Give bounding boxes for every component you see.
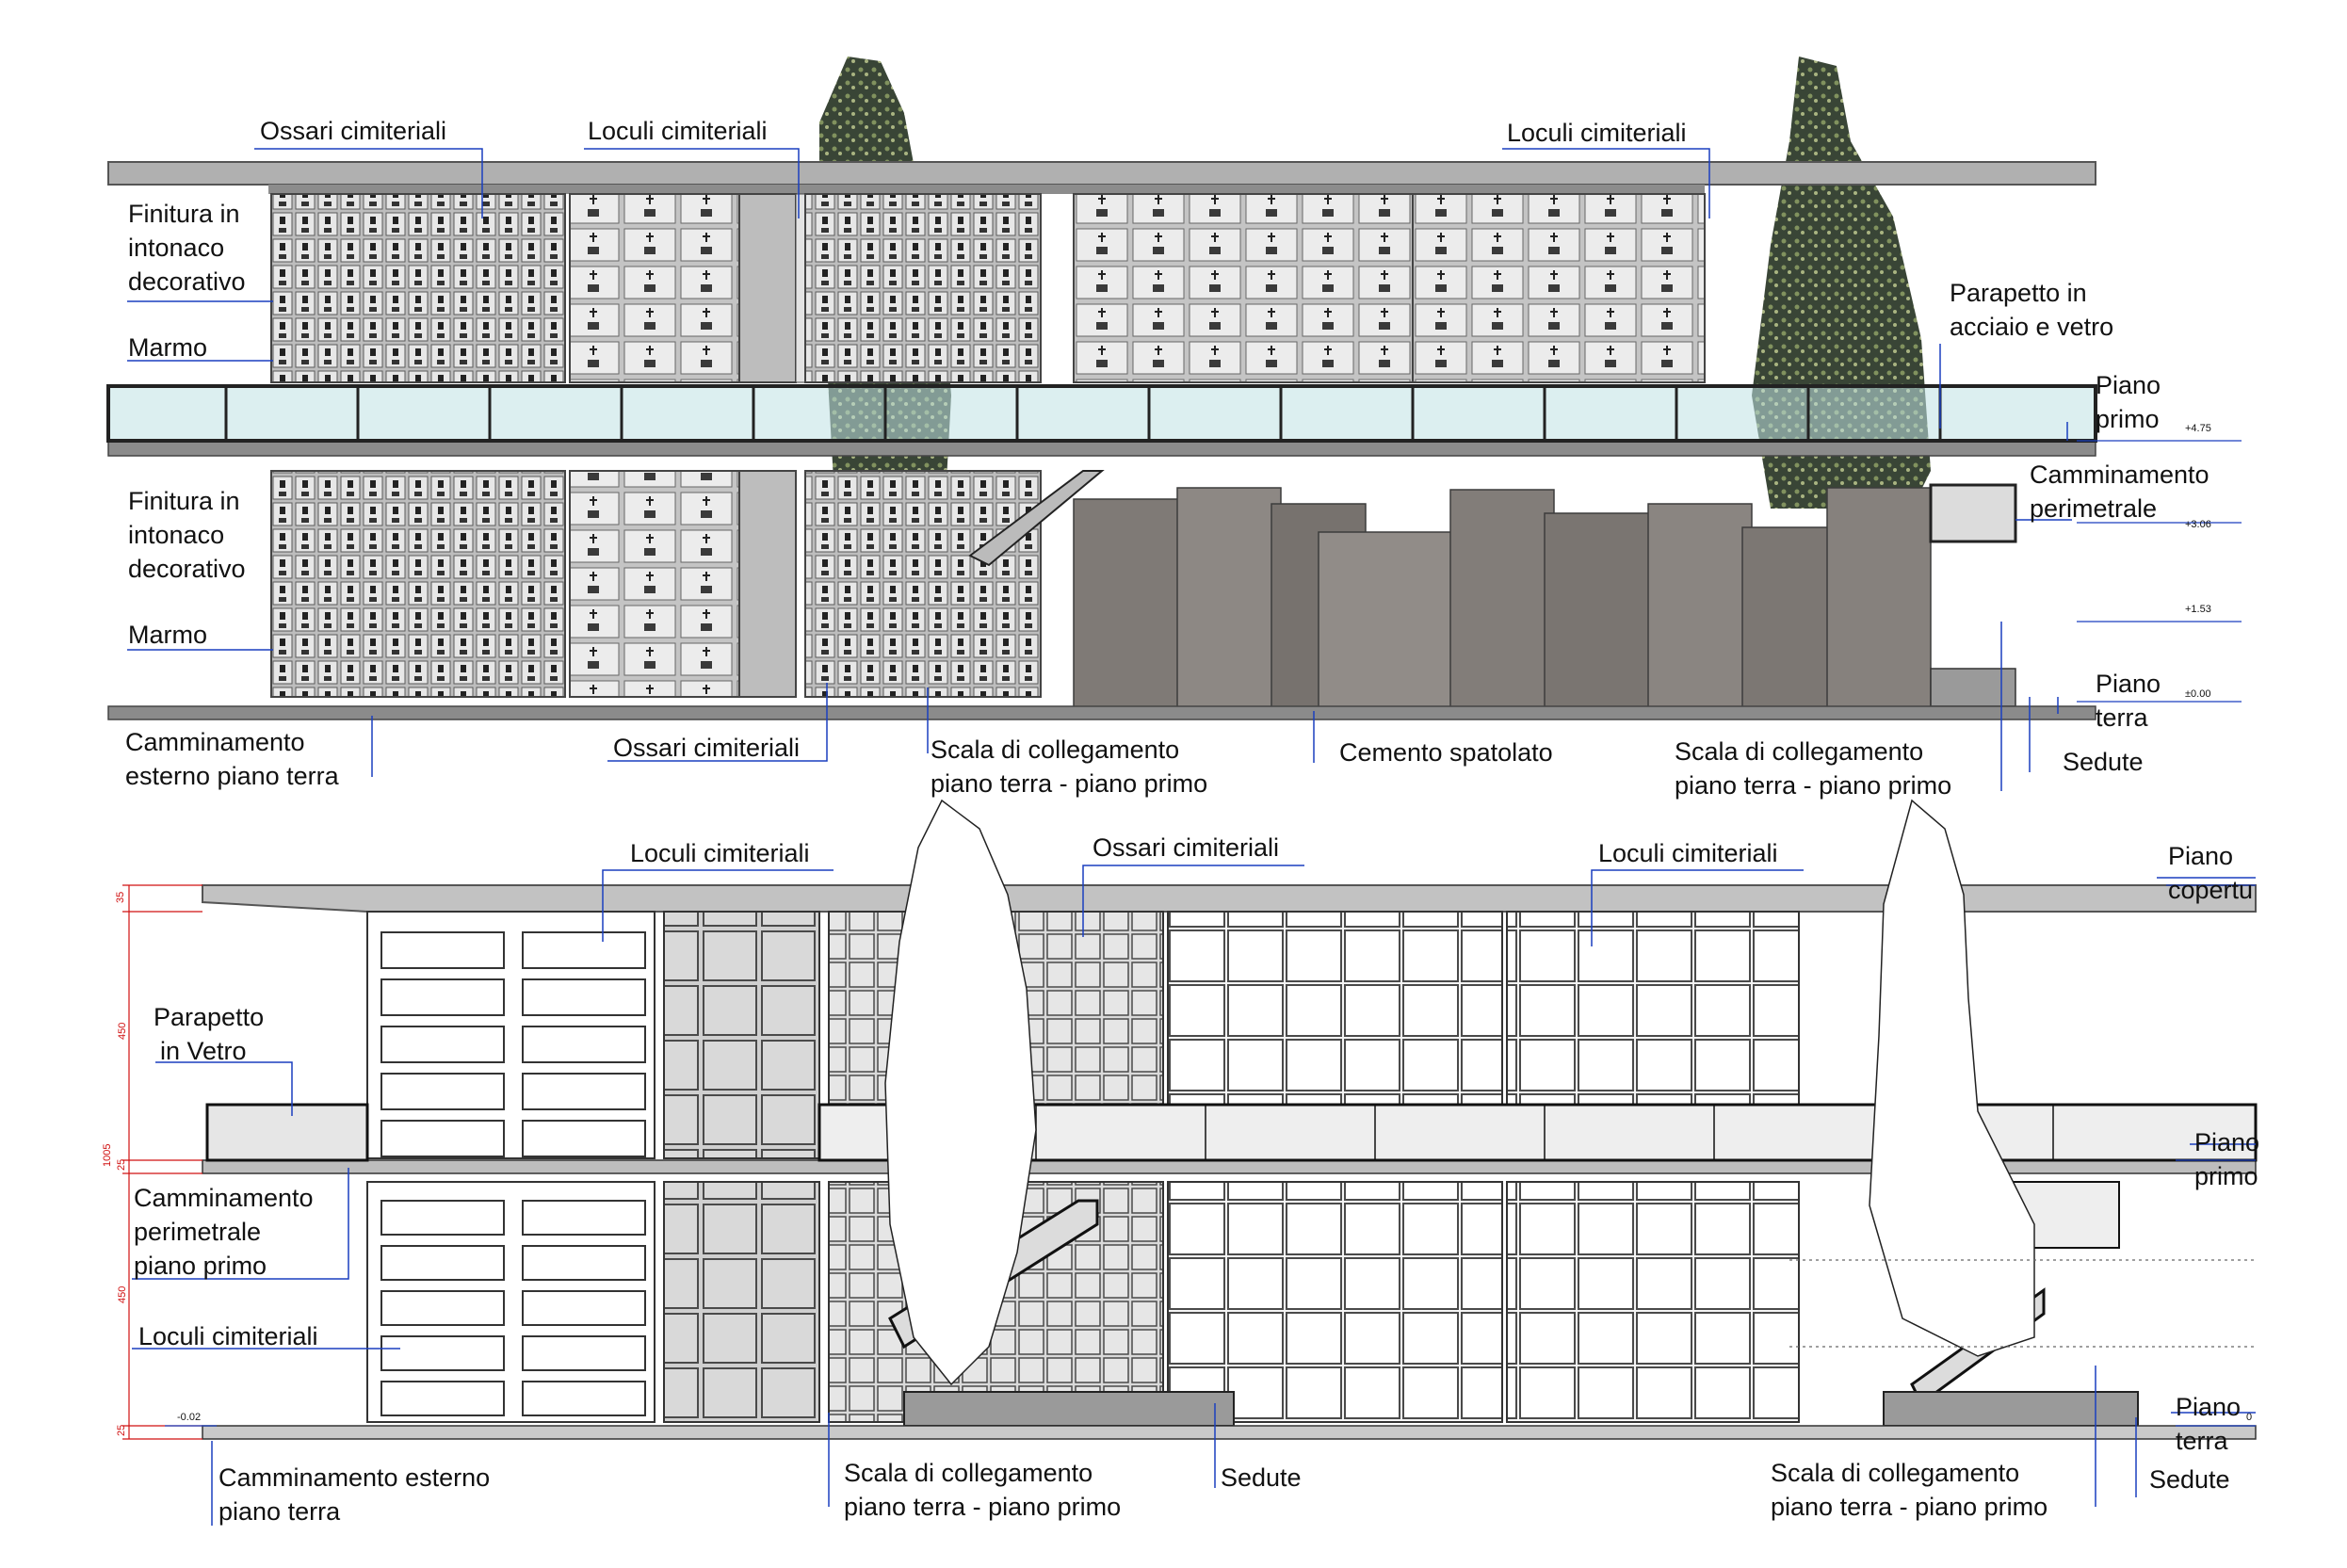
label-scala-right-2: piano terra - piano primo (1675, 771, 1952, 800)
label-loculi-top-left: Loculi cimiteriali (588, 117, 768, 145)
label-camminamento-est-2: esterno piano terra (125, 762, 339, 790)
label-scala-right-b-2: piano terra - piano primo (1771, 1493, 2048, 1521)
label-scala-left-1: Scala di collegamento (931, 736, 1180, 764)
label-piano-primo-2: primo (2096, 405, 2160, 433)
plaster-panel-lower (739, 471, 796, 697)
level-153: +1.53 (2185, 604, 2211, 615)
tree-outline-right (1870, 800, 2034, 1356)
label-piano-terra-1: Piano (2096, 670, 2161, 698)
label-cemento: Cemento spatolato (1339, 738, 1553, 767)
ossari-panel-lower-2 (805, 471, 1041, 697)
label-parapetto-1: Parapetto in (1950, 279, 2087, 307)
dim-1005: 1005 (102, 1143, 113, 1167)
ossari-panel-upper-2 (805, 194, 1041, 382)
label-finitura-lower-3: decorativo (128, 555, 246, 583)
dim-25-mid: 25 (116, 1158, 127, 1171)
label-scala-right-b-1: Scala di collegamento (1771, 1459, 2020, 1487)
label-finitura-upper-2: intonaco (128, 234, 225, 262)
label-piano-primo-b-2: primo (2194, 1162, 2258, 1190)
label-camminamento-perim-b-3: piano primo (134, 1252, 267, 1280)
label-finitura-upper-3: decorativo (128, 267, 246, 296)
label-sedute-top: Sedute (2063, 748, 2144, 776)
dim-35: 35 (115, 891, 126, 903)
label-scala-mid-2: piano terra - piano primo (844, 1493, 1122, 1521)
loculi-panel-lower-1 (570, 471, 739, 697)
label-piano-terra-b-1: Piano (2176, 1393, 2242, 1421)
label-piano-copertura-2: copertu (2168, 876, 2254, 904)
first-floor-slab (108, 441, 2096, 456)
concrete-walls (1074, 488, 1931, 716)
label-loculi-top-right: Loculi cimiteriali (1507, 119, 1687, 147)
top-elevation (108, 57, 2242, 800)
label-sedute-right: Sedute (2149, 1465, 2230, 1494)
label-ossari-bottom: Ossari cimiteriali (613, 734, 801, 762)
seats-middle (904, 1392, 1234, 1426)
dim-450-lower: 450 (117, 1285, 128, 1303)
white-grid-lower-2 (1507, 1182, 1799, 1422)
loculi-panel-upper-1 (570, 194, 739, 382)
label-loculi-top-right-b: Loculi cimiteriali (1598, 839, 1778, 867)
label-parapetto-2: acciaio e vetro (1950, 313, 2114, 341)
label-piano-terra-b-2: terra (2176, 1427, 2228, 1455)
level-0: 0 (2246, 1412, 2253, 1423)
label-marmo-upper: Marmo (128, 333, 208, 362)
ossari-panel-lower (271, 471, 565, 697)
loculi-panel-upper-2 (1074, 194, 1413, 382)
label-scala-mid-1: Scala di collegamento (844, 1459, 1093, 1487)
level-neg002: -0.02 (177, 1412, 202, 1423)
dimension-chain (122, 885, 202, 1439)
dim-25-low: 25 (116, 1424, 127, 1436)
label-camminamento-est-1: Camminamento (125, 728, 305, 756)
label-ossari-top-b: Ossari cimiteriali (1093, 833, 1280, 862)
label-camminamento-est-b-2: piano terra (219, 1497, 341, 1526)
roof-underside (268, 185, 1705, 194)
white-grid-lower-1 (1168, 1182, 1502, 1422)
ossari-panel-upper (271, 194, 565, 382)
label-finitura-upper-1: Finitura in (128, 200, 240, 228)
label-finitura-lower-2: intonaco (128, 521, 225, 549)
ground-slab-bottom (202, 1426, 2256, 1439)
label-parapetto-b-2: in Vetro (160, 1037, 247, 1065)
level-000: ±0.00 (2185, 688, 2211, 700)
label-piano-primo-1: Piano (2096, 371, 2161, 399)
level-475: +4.75 (2185, 423, 2211, 434)
label-camminamento-perim-2: perimetrale (2030, 494, 2158, 523)
label-piano-copertura-1: Piano (2168, 842, 2234, 870)
label-camminamento-est-b-1: Camminamento esterno (219, 1463, 491, 1492)
label-camminamento-perim-1: Camminamento (2030, 461, 2209, 489)
label-sedute-mid: Sedute (1221, 1463, 1302, 1492)
ground-slab (108, 706, 2096, 719)
plaster-panel-upper (739, 194, 796, 382)
label-ossari-top: Ossari cimiteriali (260, 117, 447, 145)
glass-railing (108, 386, 2096, 441)
label-scala-right-1: Scala di collegamento (1675, 737, 1924, 766)
label-marmo-lower: Marmo (128, 621, 208, 649)
glass-railing-left (207, 1105, 367, 1160)
right-seats (1931, 669, 2015, 706)
dim-450-upper: 450 (117, 1022, 128, 1040)
label-scala-left-2: piano terra - piano primo (931, 769, 1208, 798)
label-piano-terra-2: terra (2096, 703, 2148, 732)
seats-right (1884, 1392, 2138, 1426)
label-finitura-lower-1: Finitura in (128, 487, 240, 515)
label-loculi-left-b: Loculi cimiteriali (138, 1322, 318, 1350)
grey-grid-upper (664, 912, 819, 1158)
label-camminamento-perim-b-2: perimetrale (134, 1218, 262, 1246)
bottom-elevation (102, 800, 2259, 1526)
label-camminamento-perim-b-1: Camminamento (134, 1184, 314, 1212)
level-306: +3.06 (2185, 519, 2211, 530)
label-piano-primo-b-1: Piano (2194, 1128, 2260, 1156)
label-parapetto-b-1: Parapetto (154, 1003, 265, 1031)
grey-grid-lower (664, 1182, 819, 1422)
roof-slab (108, 162, 2096, 185)
loculi-panel-upper-3 (1413, 194, 1705, 382)
right-balcony (1931, 485, 2015, 542)
label-loculi-top-left-b: Loculi cimiteriali (630, 839, 810, 867)
